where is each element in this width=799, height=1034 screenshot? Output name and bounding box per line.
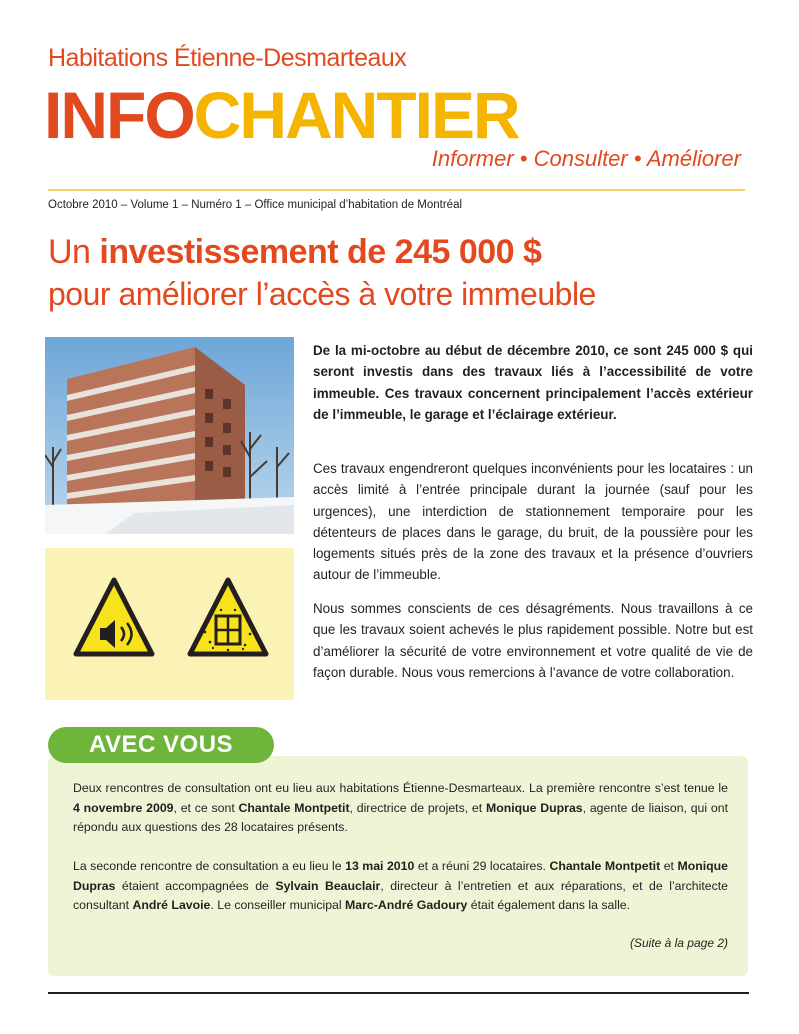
warning-signs	[45, 548, 294, 700]
avec-vous-paragraph-1	[73, 779, 728, 838]
text-run: était également dans la salle.	[467, 898, 631, 913]
dust-warning-icon	[190, 580, 266, 654]
article-lead: De la mi-octobre au début de décembre 2010, ce sont 245 000 $ qui seront investis dans des travaux liés à l’accessibilité de votre immeuble. Ces travaux concernent principalement l’accès extérieur de l’immeuble, le garage et l’éclairage extérieur.	[313, 343, 753, 422]
headline-line2: pour améliorer l’accès à votre immeuble	[48, 276, 596, 312]
text-run: La seconde rencontre de consultation a eu lieu le	[73, 859, 346, 873]
person-name: Chantale Montpetit	[549, 859, 661, 873]
issue-line: Octobre 2010 – Volume 1 – Numéro 1 – Office municipal d’habitation de Montréal	[48, 199, 463, 211]
masthead-chantier: CHANTIER	[193, 78, 519, 152]
tagline: Informer • Consulter • Améliorer	[431, 146, 741, 171]
masthead-title	[44, 78, 519, 152]
avec-vous-title: AVEC VOUS	[88, 731, 234, 758]
building-illustration	[45, 337, 294, 534]
text-run: étaient accompagnées de	[115, 878, 276, 893]
headline-prefix: Un	[48, 233, 100, 271]
avec-vous-paragraph-2	[73, 857, 728, 916]
date-highlight: 4 novembre 2009	[73, 800, 174, 815]
text-run: . Le conseiller municipal	[210, 898, 346, 913]
text-run: , directrice de projets, et	[349, 800, 486, 815]
building-photo	[45, 337, 294, 534]
text-run: et a réuni 29 locataires.	[414, 859, 550, 873]
person-name: Sylvain Beauclair	[275, 878, 381, 893]
text-run: , directeur à l’entretien et aux réparations, et de l’architecte consultant	[73, 878, 728, 913]
person-name: Marc-André Gadoury	[345, 898, 468, 913]
text-run: , et ce sont	[173, 800, 239, 815]
text-run: et	[660, 859, 678, 873]
person-name: André Lavoie	[132, 898, 211, 913]
header-divider	[48, 189, 745, 191]
article-paragraph-2: Nous sommes conscients de ces désagréments. Nous travaillons à ce que les travaux soient achevés le plus rapidement possible. Notre but est d’améliorer la sécurité de votre environnement et votre qualité de vie de façon durable. Nous vous remercions à l’avance de votre collaboration.	[313, 601, 753, 680]
text-run: Deux rencontres de consultation ont eu lieu aux habitations Étienne-Desmarteaux. La première rencontre s’est tenue le	[73, 781, 728, 795]
site-name: Habitations Étienne-Desmarteaux	[48, 44, 407, 72]
headline-bold: investissement de 245 000 $	[99, 233, 542, 271]
footer-divider	[48, 992, 749, 994]
continued-note: (Suite à la page 2)	[629, 936, 728, 950]
text-run: , agente de liaison, qui ont répondu aux questions des 28 locataires présents.	[73, 800, 728, 835]
masthead-info: INFO	[44, 78, 194, 152]
date-highlight: 13 mai 2010	[345, 859, 415, 873]
noise-warning-icon	[76, 580, 152, 654]
person-name: Chantale Montpetit	[238, 800, 350, 815]
person-name: Monique Dupras	[485, 800, 583, 815]
warning-signs-panel	[45, 548, 294, 700]
article-paragraph-1: Ces travaux engendreront quelques inconvénients pour les locataires : un accès limité à l’entrée principale durant la journée (sauf pour les urgences), une interdiction de stationnement temporaire pour les détenteurs de places dans le garage, du bruit, de la poussière pour les logements situés près de la zone des travaux et la présence d’ouvriers autour de l’immeuble.	[313, 461, 753, 583]
headline-line1	[48, 233, 541, 272]
person-name: Monique Dupras	[73, 859, 728, 893]
